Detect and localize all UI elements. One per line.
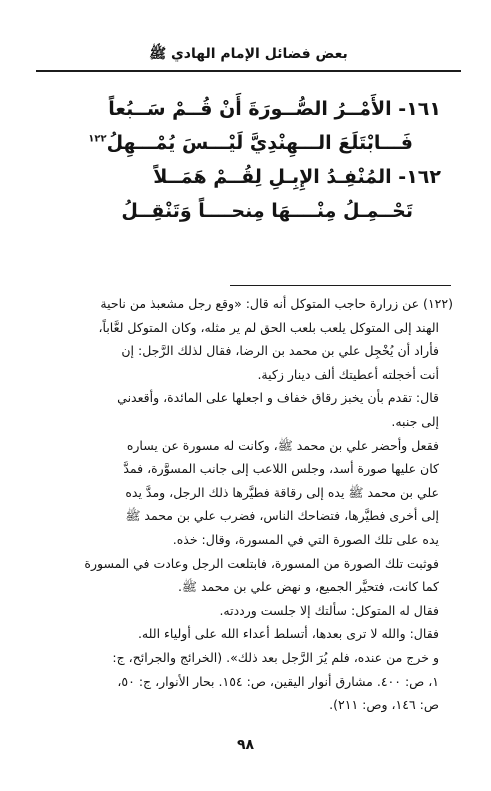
footnote-line: علي بن محمد ﷺ يده إلى رقاقة فطيَّرها ذلك الرجل، ومدَّ يده xyxy=(125,484,439,500)
footnote-line: يده على تلك الصورة التي في المسورة، وقال: خذه. xyxy=(172,531,439,547)
footnote-marker: ١٢٢ xyxy=(88,133,107,145)
footnote-line: فقال: والله لا ترى بعدها، أتسلط أعداء الله على أولياء الله. xyxy=(137,626,439,642)
footnote-line: فوثبت تلك الصورة من المسورة، فابتلعت الرجل وعادت في المسورة xyxy=(84,555,439,571)
poem-verses xyxy=(40,92,441,228)
footnote-line: فقعل وأحضر علي بن محمد ﷺ، وكانت له مسورة عن يساره xyxy=(126,437,439,453)
footnote-line: (١٢٢) عن زرارة حاجب المتوكل أنه قال: «وقع رجل مشعبذ من ناحية xyxy=(100,296,453,311)
footnote-line: ١، ص: ٤٠٠. مشارق أنوار اليقين، ص: ١٥٤. بحار الأنوار، ج: ٥٠، xyxy=(117,673,439,689)
verse-161-first-hemistich: ١٦١- الأَمْــرُ الصُّــورَةَ أَنْ قُــمْ سَــبُعاً xyxy=(108,98,441,120)
running-header: بعض فضائل الإمام الهادي ﷺ xyxy=(149,46,348,62)
footnote-line: إلى جنبه. xyxy=(391,413,439,429)
footnote-line: كما كانت، فتحيَّر الجميع، و نهض علي بن محمد ﷺ. xyxy=(177,579,439,595)
footnote-line: كان عليها صورة أسد، وجلس اللاعب إلى جانب المسوَّرة، فمدَّ xyxy=(123,461,439,477)
page-number: ٩٨ xyxy=(236,737,255,753)
footnote-line: قال: تقدم بأن يخبز رقاق خفاف و اجعلها على المائدة، وأقعدني xyxy=(117,390,439,406)
footnote-line: الهند إلى المتوكل يلعب بلعب الحق لم ير مثله، وكان المتوكل لعَّاباً، xyxy=(98,319,439,335)
footnote-line: أنت أخجلته أعطيتك ألف دينار زكية. xyxy=(257,366,439,382)
footnote-line: فقال له المتوكل: سألتك إلا جلست ورددته. xyxy=(219,602,439,618)
footnote-line: و خرج من عنده، فلم يُرَ الرَّجل بعد ذلك». (الخرائج والجرائح، ج: xyxy=(112,649,439,665)
footnote-separator xyxy=(230,285,451,286)
footnote-line: ص: ١٤٦، وص: ٢١١). xyxy=(329,697,439,713)
header-rule xyxy=(36,70,461,72)
verse-161-second-hemistich xyxy=(40,126,441,160)
footnote-122 xyxy=(36,292,453,717)
verse-161-second-text: فَـــابْتَلَعَ الـــهِنْدِيَّ لَيْـــسَ يُمْـــهِلُ xyxy=(106,132,413,154)
verse-162-second-hemistich: تَحْــمِـلُ مِنْــــهَا مِنحــــاً وَتَنْقِــلُ xyxy=(121,200,413,222)
verse-162-first-hemistich: ١٦٢- المُنْفِـدُ الإِبِـلِ لِقُــمْ هَمَــلاً xyxy=(153,166,441,188)
footnote-line: إلى أخرى فطيَّرها، فتضاحك الناس، فضرب علي بن محمد ﷺ xyxy=(125,508,439,524)
footnote-line: فأراد أن يُخْجِل علي بن محمد بن الرضا، فقال لذلك الرَّجل: إن xyxy=(121,343,439,359)
